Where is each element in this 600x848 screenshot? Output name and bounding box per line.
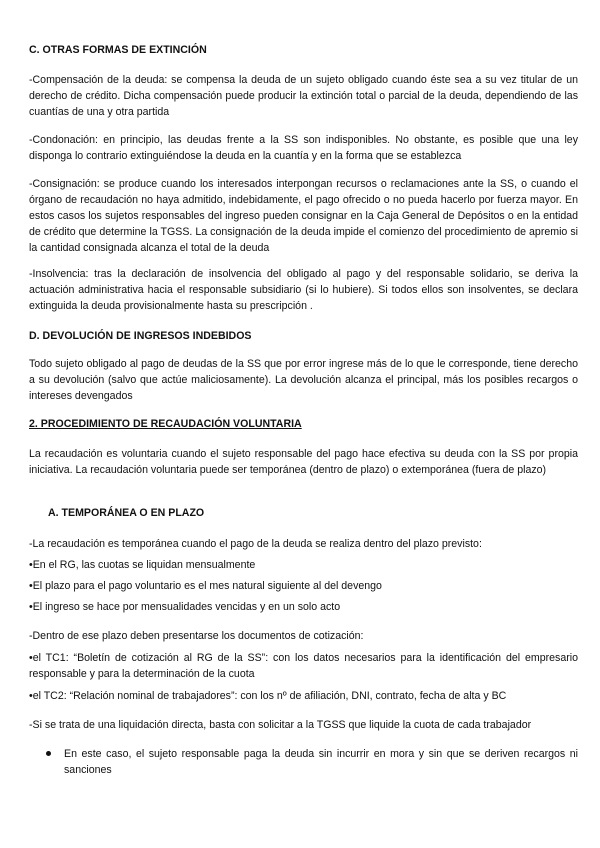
section-c-heading: C. OTRAS FORMAS DE EXTINCIÓN [29,44,207,56]
paragraph-recaudacion-intro: La recaudación es voluntaria cuando el sujeto responsable del pago hace efectiva su deuda con la SS por propia iniciativa. La recaudación voluntaria puede ser temporánea (dentro de plazo) o extemporánea (fuera de plazo) [29,448,578,476]
paragraph-insolvencia: -Insolvencia: tras la declaración de insolvencia del obligado al pago y del responsable solidario, se deriva la actuación administrativa hacia el responsable subsidiario (si lo hubiere). Si todos ellos son insolventes, se declara extinguida la deuda provisionalmente hasta su prescripción . [29,268,578,312]
paragraph-temporanea-intro: -La recaudación es temporánea cuando el pago de la deuda se realiza dentro del plazo previsto: [29,538,482,550]
list-item-tc1: •el TC1: “Boletín de cotización al RG de la SS”: con los datos necesarios para la identificación del empresario responsable y para la determinación de la cuota [29,652,578,680]
list-item-tc2: •el TC2: “Relación nominal de trabajadores”: con los nº de afiliación, DNI, contrato, fecha de alta y BC [29,690,507,702]
paragraph-condonacion: -Condonación: en principio, las deudas frente a la SS son indisponibles. No obstante, es posible que una ley disponga lo contrario extinguiéndose la deuda en la cuantía y en la forma que se establezca [29,134,578,162]
bullet-item-final: En este caso, el sujeto responsable paga la deuda sin incurrir en mora y sin que se deriven recargos ni sanciones [64,748,578,776]
paragraph-documentos-intro: -Dentro de ese plazo deben presentarse los documentos de cotización: [29,630,364,642]
paragraph-devolucion: Todo sujeto obligado al pago de deudas de la SS que por error ingrese más de lo que le corresponde, tiene derecho a su devolución (salvo que actúe maliciosamente). La devolución alcanza el principal, más los posibles recargos o intereses devengados [29,358,578,402]
paragraph-liquidacion-directa: -Si se trata de una liquidación directa, basta con solicitar a la TGSS que liquide la cuota de cada trabajador [29,719,532,731]
list-item-plazo: •El plazo para el pago voluntario es el mes natural siguiente al del devengo [29,580,382,592]
paragraph-consignacion: -Consignación: se produce cuando los interesados interpongan recursos o reclamaciones ante la SS, o cuando el órgano de recaudación no haya admitido, indebidamente, el pago ofrecido o no pueda hacerlo por fuerza mayor. En estos casos los sujetos responsables del ingreso pueden consignar en la Caja General de Depósitos o en la entidad de crédito que determine la TGSS. La consignación de la deuda impide el comienzo del procedimiento de apremio si la cantidad consignada alcanza el total de la deuda [29,178,578,254]
section-d-heading: D. DEVOLUCIÓN DE INGRESOS INDEBIDOS [29,330,252,342]
list-item-plazo: •En el RG, las cuotas se liquidan mensualmente [29,559,256,571]
section-2-heading: 2. PROCEDIMIENTO DE RECAUDACIÓN VOLUNTARIA [29,418,302,430]
subsection-a-heading: A. TEMPORÁNEA O EN PLAZO [48,507,205,519]
list-item-plazo: •El ingreso se hace por mensualidades vencidas y en un solo acto [29,601,341,613]
paragraph-compensacion: -Compensación de la deuda: se compensa la deuda de un sujeto obligado cuando éste sea a su vez titular de un derecho de crédito. Dicha compensación puede producir la extinción total o parcial de la deuda, dependiendo de las cuantías de una y otra partida [29,74,578,118]
